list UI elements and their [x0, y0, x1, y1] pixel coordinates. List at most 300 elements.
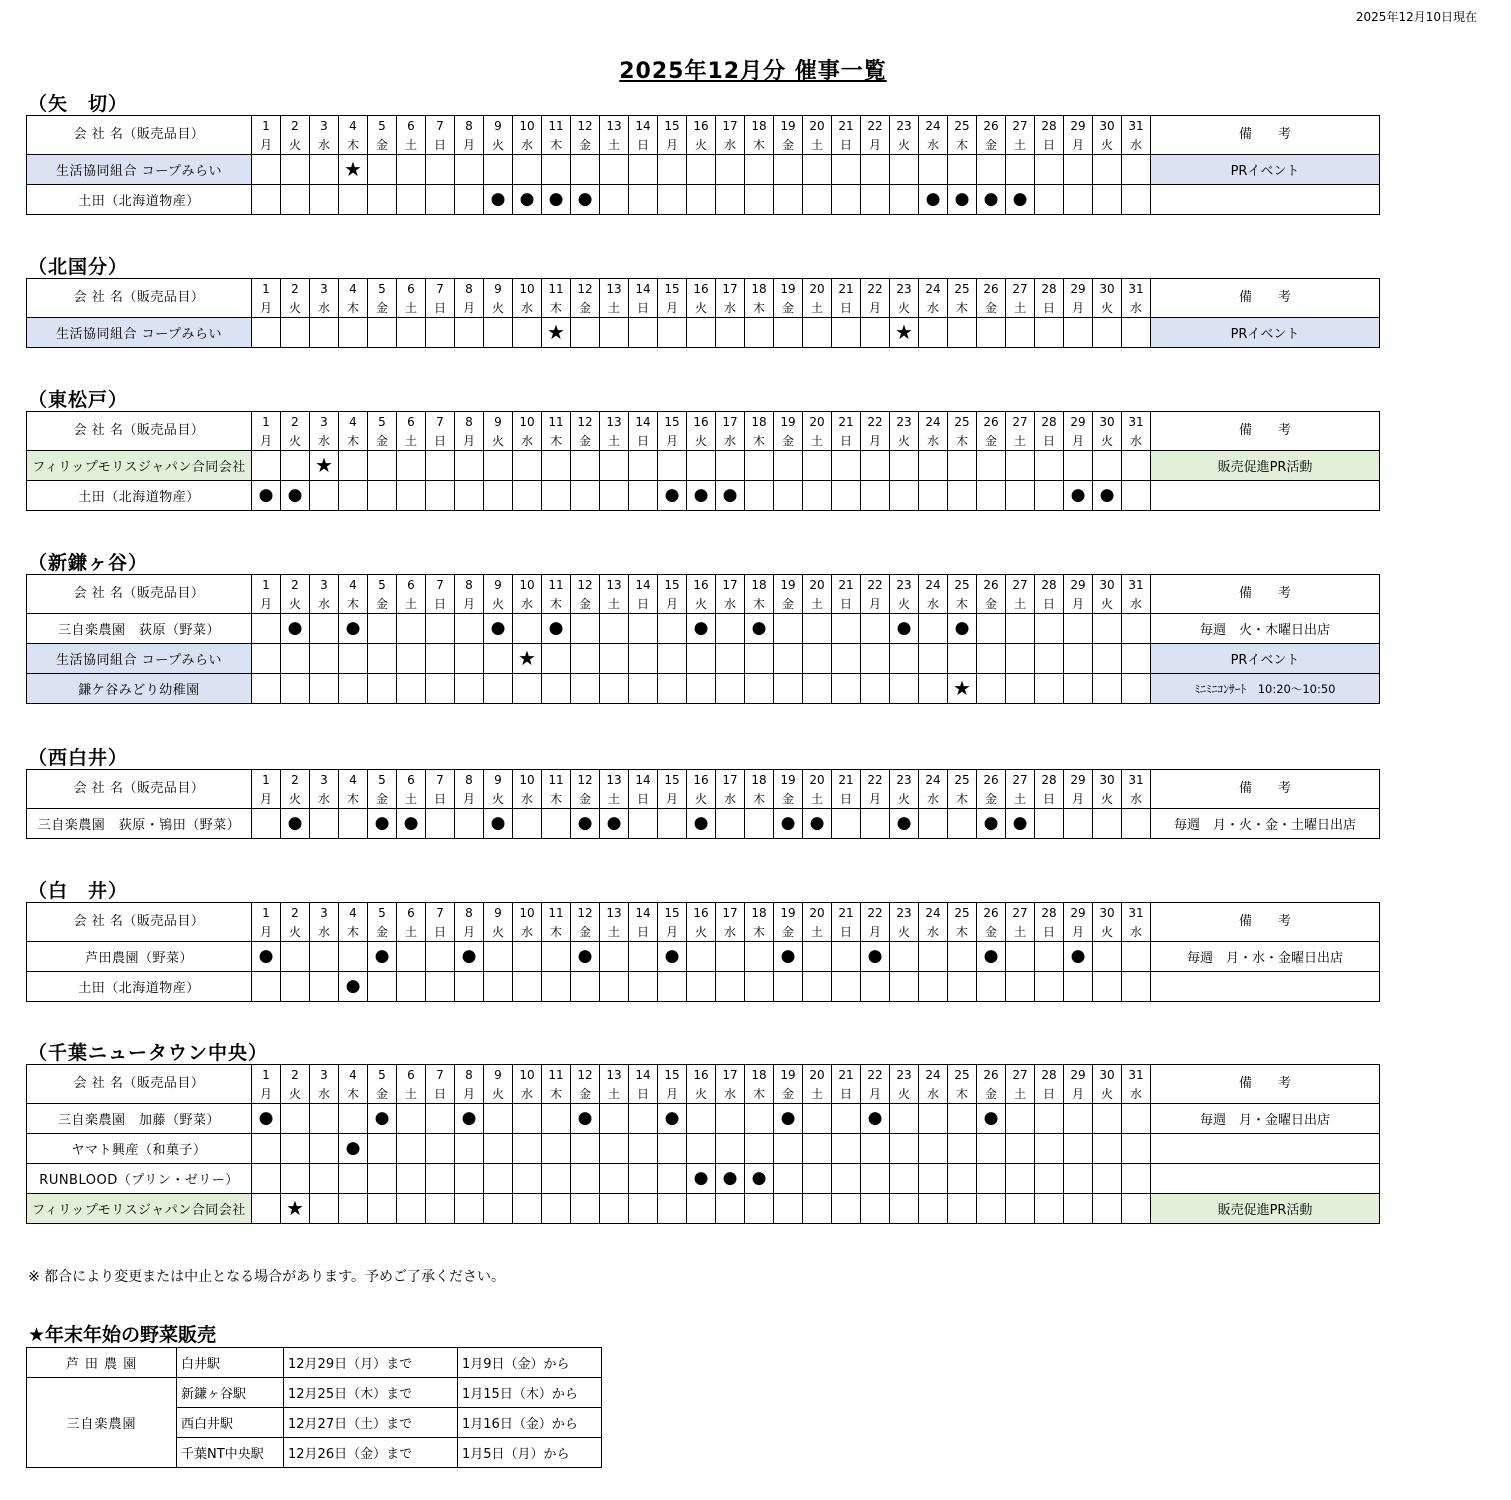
- weekday: 木: [339, 1084, 368, 1104]
- day-cell: [832, 481, 861, 511]
- day-cell: [1006, 318, 1035, 348]
- day-cell: [716, 674, 745, 704]
- day-number: 8: [455, 1065, 484, 1085]
- weekday: 木: [542, 431, 571, 451]
- day-cell: [339, 674, 368, 704]
- day-number: 10: [513, 770, 542, 790]
- day-number: 17: [716, 412, 745, 432]
- weekday: 火: [890, 594, 919, 614]
- day-cell: [745, 318, 774, 348]
- schedule-row: [27, 451, 1380, 481]
- day-cell: [252, 1164, 281, 1194]
- day-number: 19: [774, 116, 803, 136]
- day-number: 30: [1093, 903, 1122, 923]
- day-cell: [919, 451, 948, 481]
- weekday: 月: [658, 922, 687, 942]
- day-number: 26: [977, 116, 1006, 136]
- weekday: 木: [542, 922, 571, 942]
- company-name: ヤマト興産（和菓子）: [27, 1134, 252, 1164]
- day-cell: [629, 1164, 658, 1194]
- weekday: 土: [1006, 1084, 1035, 1104]
- weekday: 日: [832, 1084, 861, 1104]
- day-cell: [977, 318, 1006, 348]
- weekday: 日: [832, 431, 861, 451]
- day-cell: [774, 481, 803, 511]
- weekday: 金: [571, 298, 600, 318]
- day-cell: [774, 942, 803, 972]
- day-cell: [1035, 614, 1064, 644]
- day-cell: [803, 809, 832, 839]
- day-number: 19: [774, 903, 803, 923]
- weekday: 金: [774, 922, 803, 942]
- day-cell: [948, 155, 977, 185]
- day-cell: [281, 481, 310, 511]
- section-title: （千葉ニュータウン中央）: [28, 1042, 269, 1064]
- day-number: 13: [600, 575, 629, 595]
- day-cell: [339, 614, 368, 644]
- day-cell: [310, 674, 339, 704]
- day-cell: [571, 1134, 600, 1164]
- day-cell: [281, 318, 310, 348]
- day-cell: [716, 809, 745, 839]
- day-cell: [281, 1194, 310, 1224]
- station-name: 千葉NT中央駅: [177, 1438, 284, 1468]
- day-cell: [1006, 451, 1035, 481]
- day-cell: [397, 614, 426, 644]
- day-number: 26: [977, 1065, 1006, 1085]
- day-cell: [803, 644, 832, 674]
- day-cell: [542, 644, 571, 674]
- day-cell: [803, 451, 832, 481]
- weekday: 火: [484, 431, 513, 451]
- weekday: 月: [658, 1084, 687, 1104]
- scheduled-dot-icon: ●: [577, 189, 593, 209]
- day-number: 23: [890, 279, 919, 299]
- weekday: 日: [426, 135, 455, 155]
- schedule-row: [27, 972, 1380, 1002]
- weekday: 月: [1064, 298, 1093, 318]
- day-cell: [890, 481, 919, 511]
- day-number: 15: [658, 1065, 687, 1085]
- weekday: 木: [339, 298, 368, 318]
- weekday: 水: [310, 1084, 339, 1104]
- day-cell: [1035, 644, 1064, 674]
- day-cell: [948, 972, 977, 1002]
- weekday: 木: [745, 594, 774, 614]
- day-cell: [919, 644, 948, 674]
- day-cell: [687, 318, 716, 348]
- day-number: 6: [397, 903, 426, 923]
- weekday: 月: [658, 789, 687, 809]
- day-cell: [484, 155, 513, 185]
- day-number: 18: [745, 279, 774, 299]
- last-day: 12月26日（金）まで: [284, 1438, 458, 1468]
- weekday: 火: [1093, 789, 1122, 809]
- day-cell: [397, 451, 426, 481]
- weekday: 水: [513, 431, 542, 451]
- day-cell: [658, 674, 687, 704]
- day-cell: [339, 972, 368, 1002]
- day-cell: [658, 809, 687, 839]
- day-number: 17: [716, 770, 745, 790]
- day-number: 15: [658, 575, 687, 595]
- weekday: 木: [542, 135, 571, 155]
- weekday: 水: [513, 1084, 542, 1104]
- day-cell: [687, 481, 716, 511]
- day-number: 18: [745, 1065, 774, 1085]
- day-cell: [455, 155, 484, 185]
- weekday: 土: [600, 922, 629, 942]
- day-number: 8: [455, 412, 484, 432]
- weekday: 金: [571, 135, 600, 155]
- scheduled-dot-icon: ●: [664, 946, 680, 966]
- day-cell: [832, 318, 861, 348]
- day-cell: [1064, 451, 1093, 481]
- day-number: 9: [484, 903, 513, 923]
- weekday: 木: [745, 135, 774, 155]
- day-number: 31: [1122, 770, 1151, 790]
- day-cell: [368, 1104, 397, 1134]
- day-cell: [542, 614, 571, 644]
- day-cell: [368, 614, 397, 644]
- scheduled-dot-icon: ●: [258, 946, 274, 966]
- weekday: 火: [687, 1084, 716, 1104]
- day-cell: [1064, 674, 1093, 704]
- day-cell: [861, 614, 890, 644]
- day-number: 18: [745, 116, 774, 136]
- day-cell: [397, 185, 426, 215]
- weekday: 月: [455, 1084, 484, 1104]
- day-cell: [484, 318, 513, 348]
- scheduled-dot-icon: ●: [490, 813, 506, 833]
- weekday: 火: [687, 922, 716, 942]
- scheduled-dot-icon: ●: [722, 1168, 738, 1188]
- day-cell: [368, 155, 397, 185]
- day-cell: [513, 1194, 542, 1224]
- day-cell: [774, 1164, 803, 1194]
- schedule-row: [27, 1164, 1380, 1194]
- day-number: 27: [1006, 770, 1035, 790]
- weekday: 水: [310, 298, 339, 318]
- day-cell: [861, 1194, 890, 1224]
- weekday: 火: [281, 922, 310, 942]
- day-cell: [890, 1104, 919, 1134]
- weekday: 金: [977, 431, 1006, 451]
- day-cell: [542, 942, 571, 972]
- day-cell: [484, 809, 513, 839]
- weekday: 火: [1093, 298, 1122, 318]
- day-cell: [426, 1164, 455, 1194]
- day-cell: [600, 1134, 629, 1164]
- day-number: 6: [397, 575, 426, 595]
- day-cell: [252, 972, 281, 1002]
- day-cell: [977, 644, 1006, 674]
- schedule-row: [27, 942, 1380, 972]
- day-cell: [397, 1164, 426, 1194]
- day-cell: [687, 1134, 716, 1164]
- weekday: 日: [1035, 1084, 1064, 1104]
- weekday: 木: [948, 594, 977, 614]
- company-name: 三自楽農園 荻原・鴇田（野菜）: [27, 809, 252, 839]
- day-cell: [774, 1104, 803, 1134]
- day-number: 27: [1006, 116, 1035, 136]
- scheduled-dot-icon: ●: [780, 1108, 796, 1128]
- day-cell: [803, 614, 832, 644]
- scheduled-dot-icon: ●: [374, 946, 390, 966]
- day-cell: [745, 1194, 774, 1224]
- day-number: 3: [310, 412, 339, 432]
- company-column-header: 会 社 名（販売品目）: [27, 412, 252, 451]
- day-cell: [1093, 1134, 1122, 1164]
- vegetable-sales-table: [26, 1347, 602, 1468]
- day-number: 27: [1006, 575, 1035, 595]
- day-cell: [1093, 809, 1122, 839]
- day-number: 20: [803, 279, 832, 299]
- company-name: 三自楽農園 加藤（野菜）: [27, 1104, 252, 1134]
- day-number: 30: [1093, 279, 1122, 299]
- weekday: 金: [571, 1084, 600, 1104]
- notes-column-header: 備 考: [1151, 116, 1380, 155]
- day-cell: [513, 614, 542, 644]
- weekday: 木: [745, 789, 774, 809]
- weekday: 木: [745, 431, 774, 451]
- day-cell: [281, 644, 310, 674]
- day-number: 1: [252, 116, 281, 136]
- day-cell: [774, 155, 803, 185]
- weekday: 月: [658, 135, 687, 155]
- day-cell: [310, 1194, 339, 1224]
- day-number: 6: [397, 116, 426, 136]
- weekday: 水: [310, 922, 339, 942]
- weekday: 水: [513, 298, 542, 318]
- day-cell: [977, 1194, 1006, 1224]
- day-number: 30: [1093, 1065, 1122, 1085]
- day-cell: [1064, 481, 1093, 511]
- day-cell: [890, 318, 919, 348]
- weekday: 月: [658, 431, 687, 451]
- day-cell: [774, 614, 803, 644]
- day-cell: [919, 155, 948, 185]
- scheduled-dot-icon: ●: [983, 946, 999, 966]
- day-cell: [542, 185, 571, 215]
- day-number: 21: [832, 1065, 861, 1085]
- day-cell: [339, 155, 368, 185]
- day-cell: [368, 1164, 397, 1194]
- day-cell: [455, 318, 484, 348]
- day-number: 5: [368, 1065, 397, 1085]
- day-number: 15: [658, 903, 687, 923]
- day-cell: [252, 614, 281, 644]
- day-cell: [716, 644, 745, 674]
- day-cell: [1122, 481, 1151, 511]
- day-cell: [339, 318, 368, 348]
- weekday: 金: [774, 431, 803, 451]
- day-number: 11: [542, 279, 571, 299]
- day-cell: [890, 644, 919, 674]
- day-cell: [658, 155, 687, 185]
- day-cell: [832, 809, 861, 839]
- scheduled-dot-icon: ●: [606, 813, 622, 833]
- day-cell: [513, 942, 542, 972]
- day-number: 20: [803, 1065, 832, 1085]
- day-cell: [629, 1134, 658, 1164]
- weekday: 金: [977, 922, 1006, 942]
- day-number: 25: [948, 1065, 977, 1085]
- day-cell: [397, 674, 426, 704]
- day-cell: [1093, 1194, 1122, 1224]
- day-cell: [629, 614, 658, 644]
- day-cell: [629, 1194, 658, 1224]
- day-cell: [1006, 674, 1035, 704]
- day-number: 26: [977, 575, 1006, 595]
- day-cell: [513, 1104, 542, 1134]
- day-cell: [977, 942, 1006, 972]
- day-cell: [1122, 318, 1151, 348]
- day-number: 23: [890, 575, 919, 595]
- day-cell: [339, 809, 368, 839]
- day-cell: [339, 1164, 368, 1194]
- day-cell: [1006, 1194, 1035, 1224]
- weekday: 水: [513, 135, 542, 155]
- day-number: 29: [1064, 116, 1093, 136]
- weekday: 月: [252, 789, 281, 809]
- vegetable-sales-row: [27, 1378, 602, 1408]
- day-number: 15: [658, 116, 687, 136]
- day-number: 30: [1093, 575, 1122, 595]
- day-number: 1: [252, 279, 281, 299]
- notes-cell: PRイベント: [1151, 155, 1380, 185]
- weekday: 金: [571, 922, 600, 942]
- weekday: 日: [629, 298, 658, 318]
- day-number: 5: [368, 279, 397, 299]
- last-day: 12月25日（木）まで: [284, 1378, 458, 1408]
- weekday: 月: [861, 431, 890, 451]
- weekday: 月: [455, 431, 484, 451]
- weekday: 木: [745, 1084, 774, 1104]
- day-cell: [339, 644, 368, 674]
- day-cell: [600, 942, 629, 972]
- day-number: 23: [890, 1065, 919, 1085]
- day-cell: [484, 1134, 513, 1164]
- day-cell: [1122, 972, 1151, 1002]
- day-cell: [687, 674, 716, 704]
- notes-cell: 販売促進PR活動: [1151, 1194, 1380, 1224]
- day-cell: [774, 318, 803, 348]
- weekday: 木: [745, 298, 774, 318]
- day-cell: [600, 1194, 629, 1224]
- day-number: 11: [542, 575, 571, 595]
- day-cell: [455, 972, 484, 1002]
- day-cell: [1035, 451, 1064, 481]
- day-number: 16: [687, 279, 716, 299]
- day-cell: [774, 674, 803, 704]
- day-cell: [745, 1164, 774, 1194]
- weekday: 月: [1064, 922, 1093, 942]
- day-cell: [281, 1104, 310, 1134]
- company-column-header: 会 社 名（販売品目）: [27, 770, 252, 809]
- day-cell: [600, 155, 629, 185]
- day-number: 4: [339, 412, 368, 432]
- day-number: 24: [919, 575, 948, 595]
- day-cell: [281, 1134, 310, 1164]
- day-cell: [600, 674, 629, 704]
- day-number: 12: [571, 770, 600, 790]
- weekday: 土: [1006, 298, 1035, 318]
- day-cell: [948, 1104, 977, 1134]
- day-number: 8: [455, 279, 484, 299]
- day-cell: [745, 809, 774, 839]
- day-cell: [629, 185, 658, 215]
- day-number: 15: [658, 279, 687, 299]
- weekday: 火: [1093, 922, 1122, 942]
- day-cell: [542, 809, 571, 839]
- day-cell: [1035, 1104, 1064, 1134]
- weekday: 水: [716, 298, 745, 318]
- day-number: 12: [571, 279, 600, 299]
- day-cell: [1064, 942, 1093, 972]
- weekday: 日: [629, 431, 658, 451]
- weekday: 日: [426, 431, 455, 451]
- day-number: 10: [513, 1065, 542, 1085]
- day-cell: [774, 972, 803, 1002]
- day-cell: [484, 1104, 513, 1134]
- day-cell: [803, 1164, 832, 1194]
- day-number: 14: [629, 770, 658, 790]
- weekday: 木: [948, 135, 977, 155]
- section-title: （矢 切）: [28, 93, 129, 115]
- day-cell: [1093, 185, 1122, 215]
- day-cell: [484, 614, 513, 644]
- schedule-row: [27, 644, 1380, 674]
- company-column-header: 会 社 名（販売品目）: [27, 575, 252, 614]
- weekday: 土: [397, 431, 426, 451]
- day-number: 29: [1064, 575, 1093, 595]
- day-number: 18: [745, 770, 774, 790]
- day-cell: [426, 809, 455, 839]
- day-cell: [948, 1164, 977, 1194]
- weekday: 水: [1122, 1084, 1151, 1104]
- weekday: 火: [687, 789, 716, 809]
- weekday: 日: [832, 789, 861, 809]
- scheduled-dot-icon: ●: [693, 485, 709, 505]
- weekday: 木: [948, 1084, 977, 1104]
- company-column-header: 会 社 名（販売品目）: [27, 116, 252, 155]
- day-number: 25: [948, 903, 977, 923]
- day-cell: [513, 809, 542, 839]
- day-cell: [310, 1134, 339, 1164]
- day-cell: [426, 318, 455, 348]
- day-number: 4: [339, 575, 368, 595]
- day-cell: [948, 1194, 977, 1224]
- weekday: 火: [890, 298, 919, 318]
- day-number: 31: [1122, 1065, 1151, 1085]
- day-cell: [600, 1104, 629, 1134]
- day-cell: [513, 644, 542, 674]
- day-cell: [774, 451, 803, 481]
- day-cell: [1006, 1104, 1035, 1134]
- scheduled-dot-icon: ●: [490, 618, 506, 638]
- weekday: 木: [339, 594, 368, 614]
- day-cell: [484, 1164, 513, 1194]
- day-cell: [803, 155, 832, 185]
- weekday: 水: [919, 298, 948, 318]
- event-star-icon: ★: [547, 319, 565, 344]
- weekday: 火: [687, 431, 716, 451]
- weekday: 火: [890, 789, 919, 809]
- day-cell: [281, 185, 310, 215]
- day-number: 22: [861, 1065, 890, 1085]
- day-cell: [716, 481, 745, 511]
